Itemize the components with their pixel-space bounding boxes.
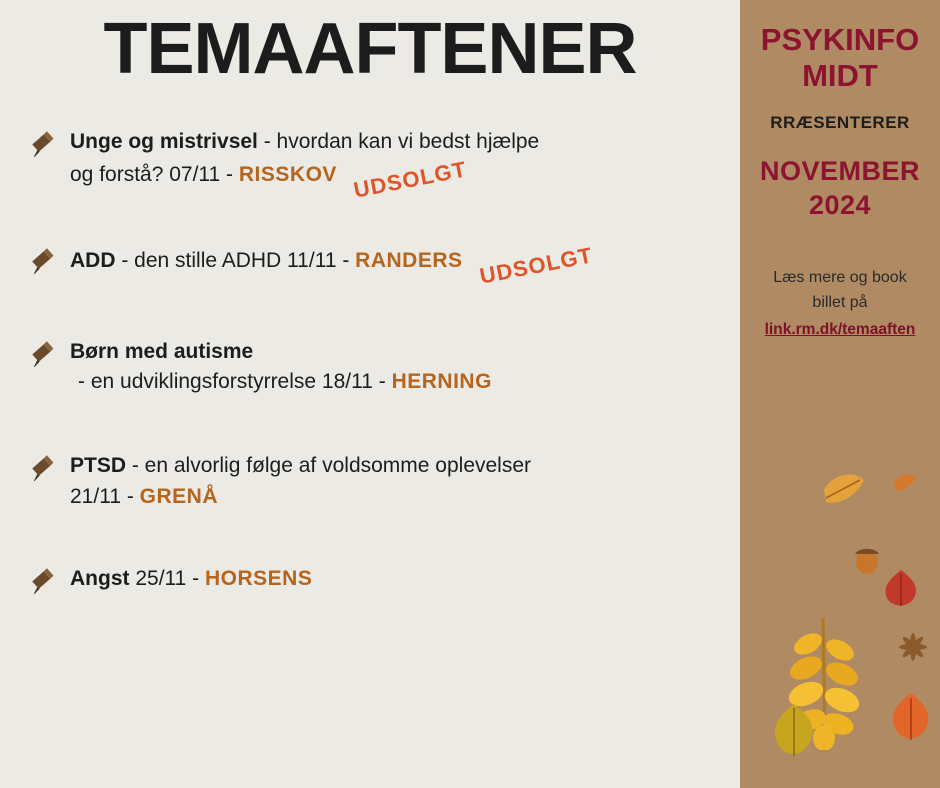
date-block	[740, 155, 940, 223]
list-item	[26, 564, 740, 594]
event-desc-2: - en udviklingsforstyrrelse 18/11 -	[78, 369, 392, 393]
event-title: Angst	[70, 567, 130, 591]
event-title: Børn med autisme	[70, 339, 254, 363]
status-badge: UDSOLGT	[477, 242, 595, 289]
year-label: 2024	[808, 190, 872, 221]
acorn-icon	[850, 540, 884, 581]
brand-name	[740, 22, 940, 93]
event-line-1	[70, 451, 740, 481]
event-desc-1: - en alvorlig følge af voldsomme oplevelser	[126, 454, 532, 478]
event-desc-2: 21/11 -	[70, 484, 140, 508]
booking-link[interactable]: link.rm.dk/temaaften	[764, 320, 916, 338]
event-line-1	[70, 564, 740, 594]
sidebar	[740, 0, 940, 788]
pushpin-icon	[26, 564, 60, 594]
leaf-icon	[880, 568, 922, 615]
event-city: RANDERS	[355, 249, 463, 273]
event-line-2	[70, 155, 740, 203]
month-label: NOVEMBER	[759, 156, 920, 187]
event-city: HERNING	[391, 369, 492, 393]
leaf-icon	[820, 468, 868, 515]
event-title: Unge og mistrivsel	[70, 130, 258, 154]
presents-label: RRÆSENTERER	[770, 113, 910, 133]
leaf-icon	[766, 700, 822, 767]
booking-text-line-1: Læs mere og book	[773, 268, 907, 286]
page-title: TEMAAFTENER	[103, 9, 637, 89]
booking-text-line-2: billet på	[812, 294, 868, 312]
list-item	[26, 337, 740, 398]
pushpin-icon	[26, 127, 60, 157]
leaf-icon	[886, 690, 936, 750]
leaf-icon	[892, 470, 918, 501]
event-line-1	[70, 337, 740, 367]
list-item	[26, 451, 740, 512]
event-desc-1: 25/11 -	[129, 567, 205, 591]
event-city: GRENÅ	[139, 484, 218, 508]
event-title: ADD	[70, 249, 116, 273]
event-line-1	[70, 127, 740, 157]
event-line-2	[70, 482, 740, 512]
brand-line-2: MIDT	[802, 57, 878, 93]
booking-info	[740, 265, 940, 343]
pushpin-icon	[26, 337, 60, 367]
pushpin-icon	[26, 244, 60, 274]
pushpin-icon	[26, 451, 60, 481]
event-desc-1: - hvordan kan vi bedst hjælpe	[257, 130, 540, 154]
event-city: HORSENS	[205, 567, 313, 591]
event-line-1	[70, 242, 740, 289]
event-desc-2: og forstå? 07/11 -	[70, 162, 239, 186]
status-badge: UDSOLGT	[351, 155, 469, 203]
event-list	[0, 127, 740, 595]
event-line-2	[70, 367, 740, 397]
list-item	[26, 127, 740, 203]
list-item	[26, 242, 740, 289]
event-title: PTSD	[70, 454, 127, 478]
brand-line-1: PSYKINFO	[760, 22, 920, 57]
event-city: RISSKOV	[238, 162, 337, 186]
event-desc-1: - den stille ADHD 11/11 -	[115, 249, 356, 273]
star-anise-icon	[896, 630, 930, 669]
